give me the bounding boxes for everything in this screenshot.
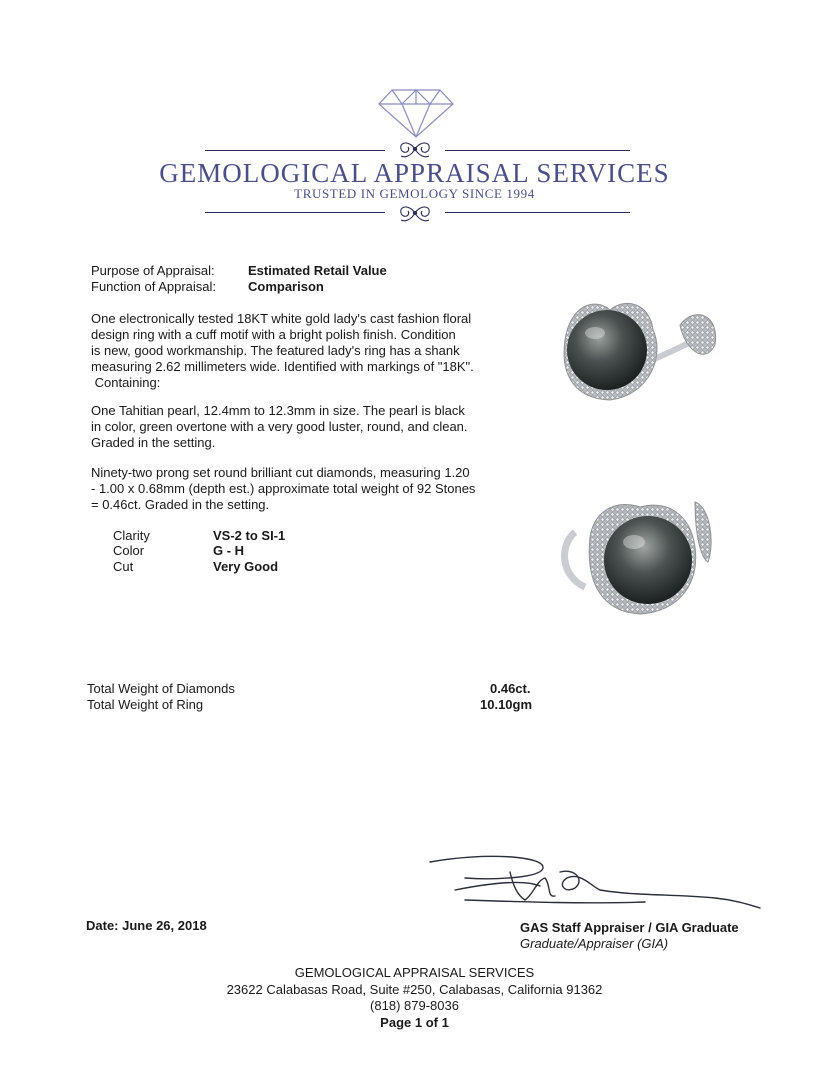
description-line: Containing: — [91, 375, 161, 390]
diamond-line: = 0.46ct. Graded in the setting. — [91, 497, 270, 512]
function-value: Comparison — [248, 279, 324, 294]
pearl-description — [91, 403, 521, 451]
company-name: GEMOLOGICAL APPRAISAL SERVICES — [159, 158, 670, 188]
diamond-line: Ninety-two prong set round brilliant cut diamonds, measuring 1.20 — [91, 465, 470, 480]
footer-company: GEMOLOGICAL APPRAISAL SERVICES — [294, 965, 535, 980]
color-value: G - H — [213, 543, 245, 558]
footer-phone: (818) 879-8036 — [370, 998, 459, 1013]
total-diamond-weight-value: 0.46ct. — [490, 681, 531, 696]
diamond-logo-icon — [378, 88, 454, 138]
pearl-line: One Tahitian pearl, 12.4mm to 12.3mm in size. The pearl is black — [91, 403, 465, 418]
scroll-ornament-icon — [389, 138, 441, 160]
appraiser-signature — [425, 850, 765, 915]
footer-address: 23622 Calabasas Road, Suite #250, Calabasas, California 91362 — [226, 982, 603, 997]
appraisal-date: Date: June 26, 2018 — [86, 918, 207, 933]
cut-label: Cut — [113, 559, 134, 574]
total-ring-weight-value: 10.10gm — [480, 697, 533, 712]
clarity-label: Clarity — [113, 528, 150, 543]
diamond-line: - 1.00 x 0.68mm (depth est.) approximate total weight of 92 Stones — [91, 481, 476, 496]
page-number: Page 1 of 1 — [380, 1015, 449, 1030]
description-line: One electronically tested 18KT white gold lady's cast fashion floral — [91, 311, 472, 326]
purpose-value: Estimated Retail Value — [248, 263, 387, 278]
letterhead-rule-bottom-right — [445, 212, 630, 213]
description-line: measuring 2.62 millimeters wide. Identified with markings of "18K". — [91, 359, 474, 374]
appraiser-subtitle: Graduate/Appraiser (GIA) — [520, 936, 669, 951]
total-diamond-weight-label: Total Weight of Diamonds — [87, 681, 235, 696]
color-label: Color — [113, 543, 145, 558]
scroll-ornament-bottom-icon — [389, 202, 441, 224]
cut-value: Very Good — [213, 559, 279, 574]
company-tagline: TRUSTED IN GEMOLOGY SINCE 1994 — [294, 186, 535, 201]
description-line: is new, good workmanship. The featured lady's ring has a shank — [91, 343, 460, 358]
letterhead-rule-top-right — [445, 150, 630, 151]
function-label: Function of Appraisal: — [91, 279, 217, 294]
appraiser-title: GAS Staff Appraiser / GIA Graduate — [520, 920, 739, 935]
ring-photo-angle — [560, 492, 725, 617]
description-line: design ring with a cuff motif with a bright polish finish. Condition — [91, 327, 456, 342]
purpose-label: Purpose of Appraisal: — [91, 263, 215, 278]
pearl-line: Graded in the setting. — [91, 435, 216, 450]
pearl-line: in color, green overtone with a very good luster, round, and clean. — [91, 419, 468, 434]
total-ring-weight-label: Total Weight of Ring — [87, 697, 204, 712]
ring-photo-front — [555, 295, 725, 405]
diamond-description — [91, 465, 521, 513]
letterhead-rule-top-left — [205, 150, 385, 151]
letterhead-rule-bottom-left — [205, 212, 385, 213]
ring-description — [91, 311, 521, 391]
clarity-value: VS-2 to SI-1 — [213, 528, 286, 543]
